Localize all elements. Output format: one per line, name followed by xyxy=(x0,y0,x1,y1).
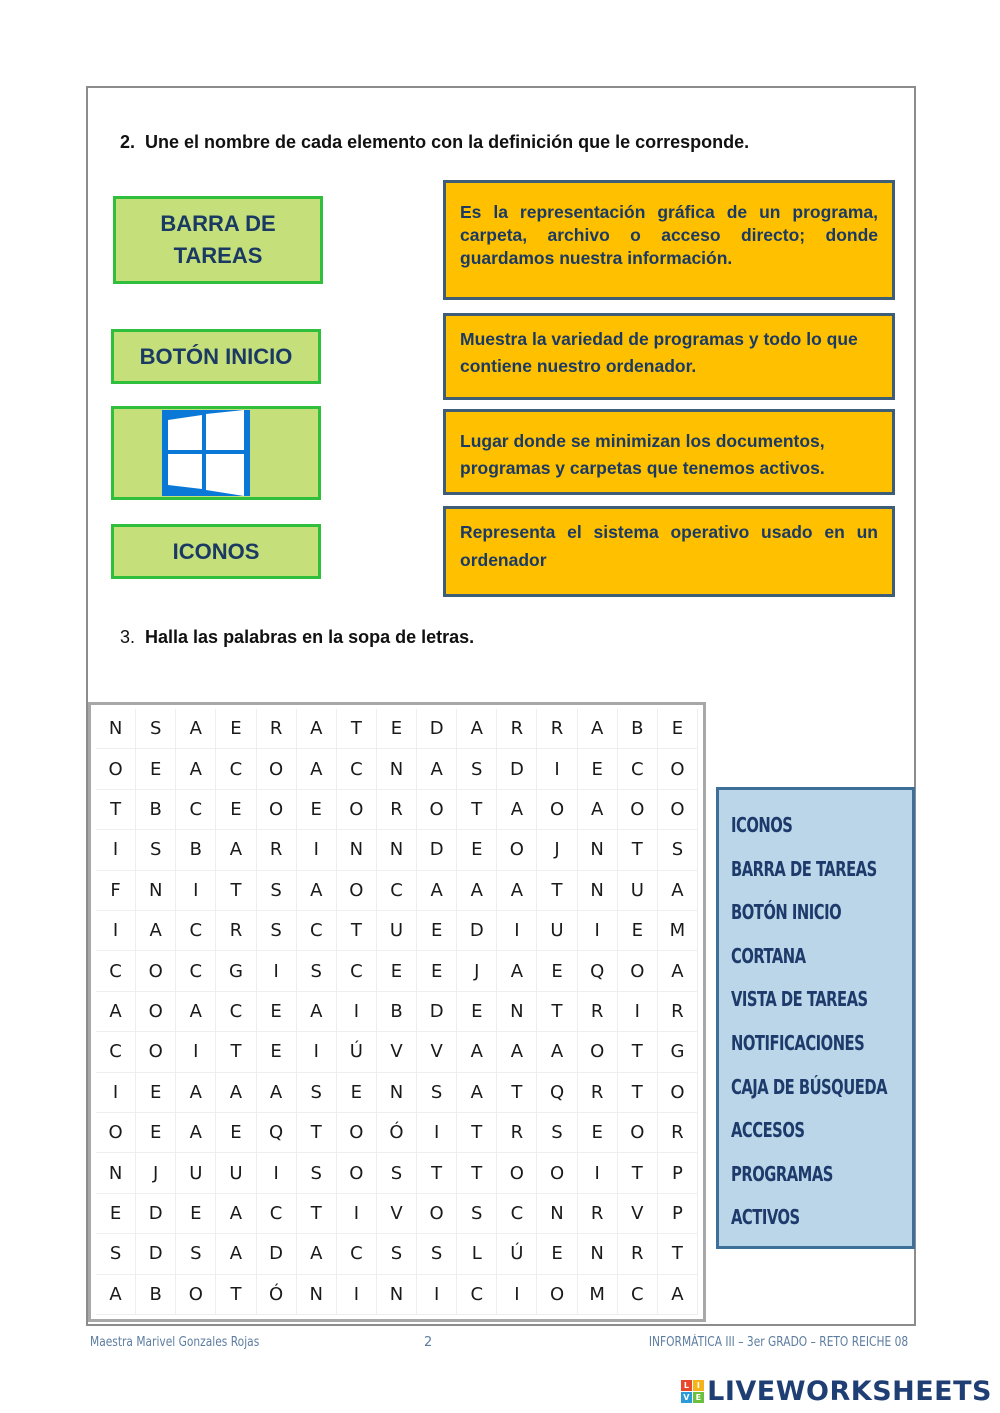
grid-cell[interactable]: T xyxy=(337,911,377,951)
grid-cell[interactable]: P xyxy=(658,1153,698,1193)
grid-cell[interactable]: Ú xyxy=(497,1234,537,1274)
grid-cell[interactable]: R xyxy=(257,830,297,870)
definition-text: Lugar donde se minimizan los documentos, programas y carpetas que tenemos activos. xyxy=(460,431,825,478)
grid-cell[interactable]: S xyxy=(176,1234,216,1274)
word-list-item: VISTA DE TAREAS xyxy=(731,987,868,1012)
grid-cell[interactable]: V xyxy=(377,1194,417,1234)
grid-cell[interactable]: I xyxy=(497,1275,537,1315)
grid-cell[interactable]: V xyxy=(417,1032,457,1072)
grid-cell[interactable]: J xyxy=(136,1153,176,1193)
grid-cell[interactable]: T xyxy=(457,1113,497,1153)
term-boton-inicio[interactable] xyxy=(111,329,321,384)
grid-cell[interactable]: U xyxy=(176,1153,216,1193)
term-iconos[interactable] xyxy=(111,524,321,579)
grid-cell[interactable]: N xyxy=(337,830,377,870)
grid-cell[interactable]: I xyxy=(497,911,537,951)
grid-cell[interactable]: O xyxy=(537,1153,577,1193)
grid-cell[interactable]: I xyxy=(297,1032,337,1072)
grid-cell[interactable]: F xyxy=(96,871,136,911)
grid-cell[interactable]: A xyxy=(297,749,337,789)
grid-cell[interactable]: J xyxy=(457,951,497,991)
grid-cell[interactable]: E xyxy=(216,709,256,749)
grid-cell[interactable]: N xyxy=(497,992,537,1032)
grid-cell[interactable]: Q xyxy=(537,1073,577,1113)
grid-cell[interactable]: T xyxy=(497,1073,537,1113)
grid-cell[interactable]: O xyxy=(618,1113,658,1153)
grid-cell[interactable]: N xyxy=(537,1194,577,1234)
grid-cell[interactable]: Ó xyxy=(257,1275,297,1315)
grid-cell[interactable]: N xyxy=(578,830,618,870)
grid-cell[interactable]: A xyxy=(96,992,136,1032)
grid-cell[interactable]: J xyxy=(537,830,577,870)
grid-cell[interactable]: O xyxy=(537,790,577,830)
grid-cell[interactable]: C xyxy=(176,911,216,951)
grid-cell[interactable]: B xyxy=(136,1275,176,1315)
grid-cell[interactable]: I xyxy=(257,951,297,991)
grid-cell[interactable]: A xyxy=(417,871,457,911)
grid-cell[interactable]: R xyxy=(618,1234,658,1274)
grid-cell[interactable]: N xyxy=(96,709,136,749)
grid-cell[interactable]: A xyxy=(216,830,256,870)
definition-text: Es la representación gráfica de un programa, carpeta, archivo o acceso directo; donde guardamos nuestra información. xyxy=(460,202,878,268)
grid-cell[interactable]: S xyxy=(537,1113,577,1153)
grid-cell[interactable]: R xyxy=(658,1113,698,1153)
word-list-item: ACTIVOS xyxy=(731,1205,800,1230)
grid-cell[interactable]: O xyxy=(417,790,457,830)
grid-cell[interactable]: A xyxy=(417,749,457,789)
grid-cell[interactable]: Q xyxy=(257,1113,297,1153)
grid-cell[interactable]: O xyxy=(176,1275,216,1315)
grid-cell[interactable]: S xyxy=(96,1234,136,1274)
grid-cell[interactable]: I xyxy=(96,911,136,951)
grid-cell[interactable]: S xyxy=(136,830,176,870)
grid-cell[interactable]: C xyxy=(337,951,377,991)
grid-cell[interactable]: A xyxy=(176,709,216,749)
grid-cell[interactable]: N xyxy=(377,830,417,870)
grid-cell[interactable]: C xyxy=(96,1032,136,1072)
grid-cell[interactable]: P xyxy=(658,1194,698,1234)
grid-cell[interactable]: S xyxy=(658,830,698,870)
grid-cell[interactable]: R xyxy=(497,1113,537,1153)
brand-name: LIVEWORKSHEETS xyxy=(707,1376,992,1407)
grid-cell[interactable]: O xyxy=(337,790,377,830)
term-label: BOTÓN INICIO xyxy=(139,343,293,369)
grid-cell[interactable]: S xyxy=(457,1194,497,1234)
question-3-number: 3. xyxy=(120,627,136,647)
grid-cell[interactable]: D xyxy=(136,1234,176,1274)
grid-cell[interactable]: A xyxy=(497,1032,537,1072)
word-list-item: PROGRAMAS xyxy=(731,1161,833,1186)
grid-cell[interactable]: O xyxy=(537,1275,577,1315)
grid-cell[interactable]: S xyxy=(257,871,297,911)
grid-cell[interactable]: C xyxy=(96,951,136,991)
grid-cell[interactable]: E xyxy=(457,830,497,870)
word-list-item: ACCESOS xyxy=(731,1118,805,1143)
grid-cell[interactable]: E xyxy=(96,1194,136,1234)
grid-cell[interactable]: E xyxy=(136,749,176,789)
grid-cell[interactable]: E xyxy=(337,1073,377,1113)
grid-cell[interactable]: I xyxy=(578,1153,618,1193)
grid-cell[interactable]: T xyxy=(297,1113,337,1153)
word-list-item: ICONOS xyxy=(731,813,793,837)
grid-cell[interactable]: N xyxy=(297,1275,337,1315)
grid-cell[interactable]: E xyxy=(377,709,417,749)
grid-cell[interactable]: Q xyxy=(578,951,618,991)
grid-cell[interactable]: R xyxy=(216,911,256,951)
word-list-item: NOTIFICACIONES xyxy=(731,1030,865,1055)
grid-cell[interactable]: R xyxy=(578,1194,618,1234)
grid-cell[interactable]: N xyxy=(377,1275,417,1315)
grid-cell[interactable]: R xyxy=(658,992,698,1032)
term-label: BARRA DE TAREAS xyxy=(160,211,276,268)
footer-author: Maestra Marivel Gonzales Rojas xyxy=(90,1335,260,1350)
grid-cell[interactable]: T xyxy=(618,1153,658,1193)
question-3-text: Halla las palabras en la sopa de letras. xyxy=(145,627,475,647)
grid-cell[interactable]: E xyxy=(377,951,417,991)
grid-cell[interactable]: D xyxy=(417,992,457,1032)
grid-cell[interactable]: D xyxy=(457,911,497,951)
grid-cell[interactable]: E xyxy=(537,1234,577,1274)
grid-cell[interactable]: O xyxy=(337,1153,377,1193)
grid-cell[interactable]: C xyxy=(618,1275,658,1315)
grid-cell[interactable]: N xyxy=(96,1153,136,1193)
grid-cell[interactable]: A xyxy=(497,871,537,911)
grid-cell[interactable]: U xyxy=(537,911,577,951)
liveworksheets-mark-icon xyxy=(681,1380,704,1403)
grid-cell[interactable]: O xyxy=(257,749,297,789)
grid-cell[interactable]: A xyxy=(176,1113,216,1153)
word-list-item: BOTÓN INICIO xyxy=(731,900,842,925)
windows-logo-icon xyxy=(162,410,250,496)
grid-cell[interactable]: N xyxy=(136,871,176,911)
grid-cell[interactable]: E xyxy=(417,911,457,951)
grid-cell[interactable]: S xyxy=(417,1073,457,1113)
grid-cell[interactable]: O xyxy=(136,992,176,1032)
grid-cell[interactable]: O xyxy=(578,1032,618,1072)
grid-cell[interactable]: N xyxy=(377,1073,417,1113)
grid-cell[interactable]: I xyxy=(297,830,337,870)
grid-cell[interactable]: C xyxy=(257,1194,297,1234)
grid-cell[interactable]: S xyxy=(457,749,497,789)
grid-cell[interactable]: A xyxy=(297,871,337,911)
grid-cell[interactable]: R xyxy=(377,790,417,830)
grid-cell[interactable]: U xyxy=(618,871,658,911)
grid-cell[interactable]: A xyxy=(297,992,337,1032)
grid-cell[interactable]: A xyxy=(658,871,698,911)
grid-cell[interactable]: T xyxy=(297,1194,337,1234)
grid-cell[interactable]: A xyxy=(136,911,176,951)
grid-cell[interactable]: O xyxy=(136,1032,176,1072)
grid-cell[interactable]: O xyxy=(337,871,377,911)
grid-cell[interactable]: N xyxy=(578,871,618,911)
grid-cell[interactable]: O xyxy=(658,749,698,789)
grid-cell[interactable]: E xyxy=(176,1194,216,1234)
grid-cell[interactable]: A xyxy=(176,992,216,1032)
grid-cell[interactable]: E xyxy=(618,911,658,951)
grid-cell[interactable]: R xyxy=(578,1073,618,1113)
grid-cell[interactable]: I xyxy=(257,1153,297,1193)
grid-cell[interactable]: I xyxy=(618,992,658,1032)
grid-cell[interactable]: A xyxy=(658,1275,698,1315)
grid-cell[interactable]: A xyxy=(457,871,497,911)
grid-cell[interactable]: E xyxy=(457,992,497,1032)
grid-cell[interactable]: T xyxy=(457,1153,497,1193)
grid-cell[interactable]: T xyxy=(216,1275,256,1315)
grid-cell[interactable]: C xyxy=(297,911,337,951)
grid-cell[interactable]: D xyxy=(257,1234,297,1274)
grid-cell[interactable]: C xyxy=(377,871,417,911)
grid-cell[interactable]: E xyxy=(257,1032,297,1072)
grid-cell[interactable]: R xyxy=(578,992,618,1032)
grid-cell[interactable]: C xyxy=(216,992,256,1032)
grid-cell[interactable]: E xyxy=(257,992,297,1032)
question-2-number: 2. xyxy=(120,132,136,152)
grid-cell[interactable]: A xyxy=(457,1032,497,1072)
grid-cell[interactable]: A xyxy=(176,1073,216,1113)
grid-cell[interactable]: B xyxy=(377,992,417,1032)
grid-cell[interactable]: S xyxy=(417,1234,457,1274)
grid-cell[interactable]: A xyxy=(497,951,537,991)
grid-cell[interactable]: T xyxy=(618,1032,658,1072)
brand-mark-square: I xyxy=(693,1380,704,1391)
grid-cell[interactable]: A xyxy=(257,1073,297,1113)
grid-cell[interactable]: S xyxy=(377,1153,417,1193)
word-list-item: BARRA DE TAREAS xyxy=(731,856,877,881)
grid-cell[interactable]: C xyxy=(618,749,658,789)
grid-cell[interactable]: E xyxy=(136,1073,176,1113)
grid-cell[interactable]: O xyxy=(417,1194,457,1234)
grid-cell[interactable]: A xyxy=(96,1275,136,1315)
grid-cell[interactable]: O xyxy=(96,1113,136,1153)
grid-cell[interactable]: E xyxy=(297,790,337,830)
grid-cell[interactable]: T xyxy=(658,1234,698,1274)
grid-cell[interactable]: E xyxy=(578,1113,618,1153)
grid-cell[interactable]: A xyxy=(457,1073,497,1113)
grid-cell[interactable]: T xyxy=(216,871,256,911)
brand-mark-square: L xyxy=(681,1380,692,1391)
grid-cell[interactable]: T xyxy=(417,1153,457,1193)
grid-cell[interactable]: R xyxy=(537,709,577,749)
grid-cell[interactable]: C xyxy=(337,1234,377,1274)
word-list-item: CORTANA xyxy=(731,943,806,968)
grid-cell[interactable]: I xyxy=(96,830,136,870)
grid-cell[interactable]: B xyxy=(176,830,216,870)
grid-cell[interactable]: S xyxy=(297,1153,337,1193)
grid-cell[interactable]: C xyxy=(176,790,216,830)
grid-cell[interactable]: R xyxy=(257,709,297,749)
grid-cell[interactable]: I xyxy=(417,1113,457,1153)
grid-cell[interactable]: I xyxy=(578,911,618,951)
grid-cell[interactable]: C xyxy=(176,951,216,991)
grid-cell[interactable]: S xyxy=(297,951,337,991)
grid-cell[interactable]: O xyxy=(658,1073,698,1113)
brand-mark-square: E xyxy=(693,1392,704,1403)
question-2 xyxy=(120,132,749,153)
question-2-text: Une el nombre de cada elemento con la definición que le corresponde. xyxy=(145,132,750,152)
grid-cell[interactable]: T xyxy=(618,830,658,870)
grid-cell[interactable]: M xyxy=(658,911,698,951)
grid-cell[interactable]: S xyxy=(136,709,176,749)
grid-cell[interactable]: N xyxy=(578,1234,618,1274)
grid-cell[interactable]: O xyxy=(136,951,176,991)
grid-cell[interactable]: R xyxy=(497,709,537,749)
grid-cell[interactable]: C xyxy=(337,749,377,789)
word-list-box xyxy=(716,787,915,1249)
grid-cell[interactable]: M xyxy=(578,1275,618,1315)
grid-cell[interactable]: E xyxy=(537,951,577,991)
brand-mark-square: V xyxy=(681,1392,692,1403)
grid-cell[interactable]: Ú xyxy=(337,1032,377,1072)
question-3 xyxy=(120,627,474,648)
grid-cell[interactable]: B xyxy=(618,709,658,749)
grid-cell[interactable]: C xyxy=(497,1194,537,1234)
grid-cell[interactable]: D xyxy=(417,709,457,749)
grid-cell[interactable]: E xyxy=(136,1113,176,1153)
grid-cell[interactable]: A xyxy=(176,749,216,789)
definition-3[interactable] xyxy=(443,409,895,495)
grid-cell[interactable]: A xyxy=(497,790,537,830)
grid-cell[interactable]: O xyxy=(618,951,658,991)
grid-cell[interactable]: T xyxy=(537,871,577,911)
grid-cell[interactable]: I xyxy=(337,1194,377,1234)
grid-cell[interactable]: A xyxy=(578,790,618,830)
grid-cell[interactable]: A xyxy=(216,1073,256,1113)
definition-text: Muestra la variedad de programas y todo lo que contiene nuestro ordenador. xyxy=(460,329,858,376)
grid-cell[interactable]: G xyxy=(216,951,256,991)
grid-cell[interactable]: T xyxy=(337,709,377,749)
grid-cell[interactable]: A xyxy=(216,1194,256,1234)
definition-1[interactable] xyxy=(443,180,895,300)
grid-cell[interactable]: E xyxy=(417,951,457,991)
footer-course: INFORMÁTICA III – 3er GRADO – RETO REICHE 08 xyxy=(648,1335,908,1350)
grid-cell[interactable]: C xyxy=(216,749,256,789)
definition-4[interactable] xyxy=(443,506,895,597)
grid-cell[interactable]: A xyxy=(216,1234,256,1274)
grid-cell[interactable]: T xyxy=(618,1073,658,1113)
grid-cell[interactable]: V xyxy=(618,1194,658,1234)
grid-cell[interactable]: B xyxy=(136,790,176,830)
grid-cell[interactable]: I xyxy=(96,1073,136,1113)
grid-cell[interactable]: A xyxy=(297,709,337,749)
grid-cell[interactable]: S xyxy=(377,1234,417,1274)
grid-cell[interactable]: Ó xyxy=(377,1113,417,1153)
term-label: ICONOS xyxy=(172,538,260,564)
grid-cell[interactable]: O xyxy=(96,749,136,789)
grid-cell[interactable]: T xyxy=(457,790,497,830)
grid-cell[interactable]: U xyxy=(216,1153,256,1193)
grid-cell[interactable]: O xyxy=(497,1153,537,1193)
grid-cell[interactable]: S xyxy=(257,911,297,951)
grid-cell[interactable]: U xyxy=(377,911,417,951)
grid-cell[interactable]: S xyxy=(297,1073,337,1113)
grid-cell[interactable]: G xyxy=(658,1032,698,1072)
grid-cell[interactable]: I xyxy=(176,1032,216,1072)
grid-cell[interactable]: D xyxy=(497,749,537,789)
grid-cell[interactable]: T xyxy=(216,1032,256,1072)
grid-cell[interactable]: E xyxy=(658,709,698,749)
grid-cell[interactable]: D xyxy=(136,1194,176,1234)
definition-2[interactable] xyxy=(443,313,895,400)
grid-cell[interactable]: A xyxy=(297,1234,337,1274)
grid-cell[interactable]: O xyxy=(337,1113,377,1153)
grid-cell[interactable]: A xyxy=(578,709,618,749)
grid-cell[interactable]: A xyxy=(457,709,497,749)
grid-cell[interactable]: D xyxy=(417,830,457,870)
grid-cell[interactable]: N xyxy=(377,749,417,789)
grid-cell[interactable]: E xyxy=(578,749,618,789)
grid-cell[interactable]: I xyxy=(176,871,216,911)
liveworksheets-logo[interactable] xyxy=(681,1376,992,1407)
grid-cell[interactable]: I xyxy=(337,1275,377,1315)
grid-cell[interactable]: T xyxy=(96,790,136,830)
grid-cell[interactable]: A xyxy=(537,1032,577,1072)
grid-cell[interactable]: I xyxy=(337,992,377,1032)
grid-cell[interactable]: I xyxy=(537,749,577,789)
grid-cell[interactable]: O xyxy=(497,830,537,870)
grid-cell[interactable]: O xyxy=(618,790,658,830)
word-search-grid[interactable] xyxy=(88,702,706,1322)
term-barra-de-tareas[interactable] xyxy=(113,196,323,284)
grid-cell[interactable]: I xyxy=(417,1275,457,1315)
grid-cell[interactable]: E xyxy=(216,790,256,830)
grid-cell[interactable]: E xyxy=(216,1113,256,1153)
grid-cell[interactable]: T xyxy=(537,992,577,1032)
grid-cell[interactable]: A xyxy=(658,951,698,991)
footer-page-number: 2 xyxy=(424,1335,433,1350)
definition-text: Representa el sistema operativo usado en un ordenador xyxy=(460,522,878,570)
grid-cell[interactable]: V xyxy=(377,1032,417,1072)
grid-cell[interactable]: O xyxy=(658,790,698,830)
grid-cell[interactable]: L xyxy=(457,1234,497,1274)
grid-cell[interactable]: C xyxy=(457,1275,497,1315)
word-list-item: CAJA DE BÚSQUEDA xyxy=(731,1074,888,1099)
grid-cell[interactable]: O xyxy=(257,790,297,830)
